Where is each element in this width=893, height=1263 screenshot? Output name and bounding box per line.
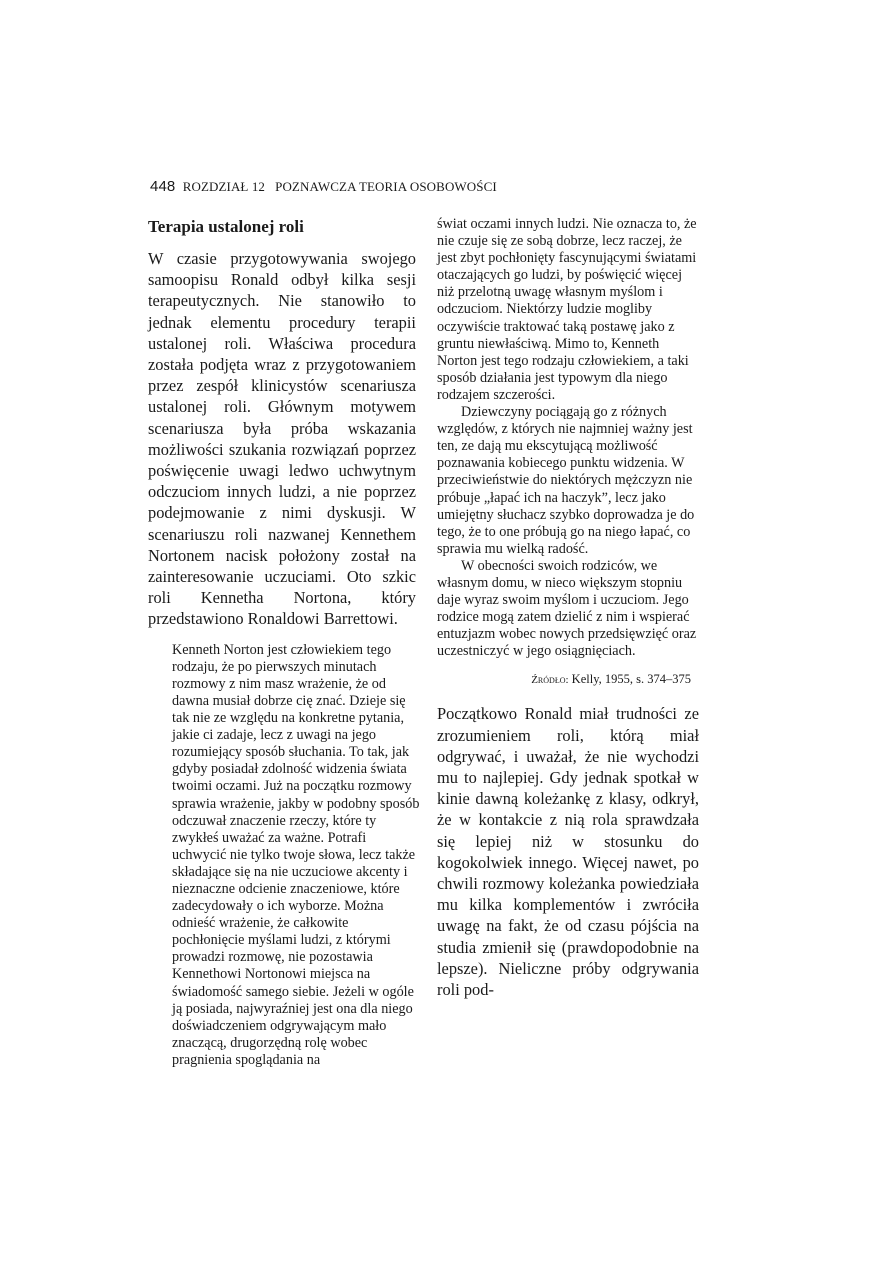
page-number: 448 bbox=[150, 178, 176, 195]
body-paragraph: W czasie przygotowywania swojego samoopisu Ronald odbył kilka sesji terapeutycznych. Nie stanowiło to jednak elementu procedury terapii ustalonej roli. Właściwa procedura została podjęta wraz z przygotowaniem przez zespół klinicystów scenariusza ustalonej roli. Głównym motywem scenariusza była próba wskazania możliwości szukania rozwiązań poprzez poświęcenie uwagi ledwo uchwytnym odczuciom innych ludzi, a nie poprzez podejmowanie z nimi dyskusji. W scenariuszu roli nazwanej Kennethem Nortonem nacisk położony został na zainteresowanie uczuciami. Oto szkic roli Kennetha Nortona, który przedstawiono Ronaldowi Barrettowi. bbox=[148, 249, 416, 629]
source-label: Źródło: bbox=[531, 674, 569, 687]
right-column bbox=[437, 216, 699, 1000]
quote-paragraph: Dziewczyny pociągają go z różnych względów, z których nie najmniej ważny jest ten, ze dają mu ekscytującą możliwość poznawania kobiecego punktu widzenia. W przeciwieństwie do niektórych mężczyzn nie próbuje „łapać ich na haczyk”, lecz jako umiejętny słuchacz szybko doprowadza je do tego, że to one próbują go na niego łapać, co sprawia mu wielką radość. bbox=[437, 404, 695, 557]
body-paragraph: Początkowo Ronald miał trudności ze zrozumieniem roli, którą miał odgrywać, i uważał, że nie wychodzi mu to najlepiej. Gdy jednak spotkał w kinie dawną koleżankę z klasy, odkrył, że w kontakcie z nią rola sprawdzała się lepiej niż w stosunku do kogokolwiek innego. Więcej nawet, po chwili rozmowy koleżanka powiedziała mu kilka komplementów i zwróciła uwagę na fakt, że od czasu pójścia na studia zmienił się (prawdopodobnie na lepsze). Nieliczne próby odgrywania roli pod- bbox=[437, 704, 699, 1000]
right-body bbox=[437, 703, 699, 1000]
source-text: Kelly, 1955, s. 374–375 bbox=[571, 672, 691, 687]
role-sketch-quote-continued bbox=[437, 216, 699, 660]
quote-paragraph: Kenneth Norton jest człowiekiem tego rodzaju, że po pierwszych minutach rozmowy z nim masz wrażenie, że od dawna musiał dobrze cię znać. Dzieje się tak nie ze względu na konkretne pytania, jakie ci zadaje, lecz z uwagi na jego rozumiejący sposób słuchania. To tak, jak gdyby posiadał zdolność widzenia świata twoimi oczami. Już na początku rozmowy sprawia wrażenie, jakby w podobny sposób odczuwał znaczenie rzeczy, które ty zwykłeś uważać za ważne. Potrafi uchwycić nie tylko twoje słowa, lecz także składające się na nie uczuciowe akcenty i nieznaczne odcienie znaczeniowe, które zadecydowały o ich wyborze. Można odnieść wrażenie, że całkowite pochłonięcie myślami ludzi, z którymi prowadzi rozmowę, nie pozostawia Kennethowi Nortonowi miejsca na świadomość samego siebie. Jeżeli w ogóle ją posiada, najwyraźniej jest ona dla niego doświadczeniem odgrywającym mało znaczącą, drugorzędną rolę wobec pragnienia spoglądania na bbox=[172, 641, 420, 1068]
source-citation bbox=[437, 670, 691, 689]
left-body bbox=[148, 248, 416, 630]
chapter-title: POZNAWCZA TEORIA OSOBOWOŚCI bbox=[275, 179, 497, 194]
quote-paragraph: świat oczami innych ludzi. Nie oznacza to, że nie czuje się ze sobą dobrze, lecz raczej, że jest zbyt pochłonięty fascynującymi światami otaczających go ludzi, by poświęcić więcej niż przelotną uwagę własnym myślom i odczuciom. Niektórzy ludzie mogliby oczywiście traktować taką postawę jako z gruntu niewłaściwą. Mimo to, Kenneth Norton jest tego rodzaju człowiekiem, a taki sposób działania jest typowym dla niego rodzajem szczerości. bbox=[437, 216, 697, 403]
chapter-label: ROZDZIAŁ 12 bbox=[182, 179, 266, 194]
section-heading: Terapia ustalonej roli bbox=[148, 217, 304, 236]
left-column bbox=[148, 216, 420, 1069]
role-sketch-quote bbox=[172, 642, 424, 1069]
quote-paragraph: W obecności swoich rodziców, we własnym domu, w nieco większym stopniu daje wyraz swoim myślom i uczuciom. Jego rodzice mogą zatem dzielić z nim i wspierać entuzjazm wobec nowych przedsięwzięć oraz uczestniczyć w jego osiągnięciach. bbox=[437, 557, 697, 660]
running-head bbox=[150, 178, 710, 195]
